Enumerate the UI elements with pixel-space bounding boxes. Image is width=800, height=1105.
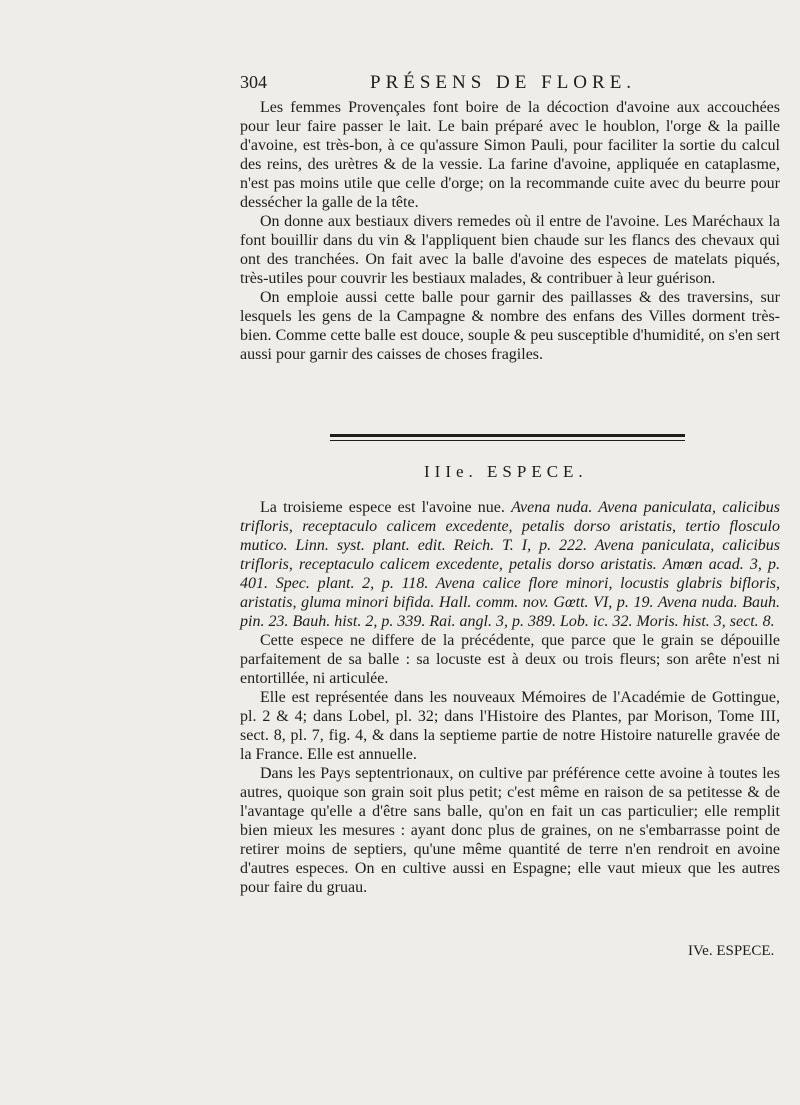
paragraph: On donne aux bestiaux divers remedes où il entre de l'avoine. Les Maréchaux la font bouillir dans du vin & l'appliquent bien chaude sur les flancs des chevaux qui ont des tranchées. On fait avec la balle d'avoine des especes de matelats piqués, très-utiles pour couvrir les bestiaux malades, & contribuer à leur guérison. [240, 213, 780, 287]
text-block-top [240, 98, 780, 364]
section-heading: IIIe. ESPECE. [424, 462, 588, 481]
paragraph: Les femmes Provençales font boire de la décoction d'avoine aux accouchées pour leur faire passer le lait. Le bain préparé avec le houblon, l'orge & la paille d'avoine, est très-bon, à ce qu'assure Simon Pauli, pour faciliter la sortie du calcul des reins, des urètres & de la vessie. La farine d'avoine, appliquée en cataplasme, n'est pas moins utile que celle d'orge; on la recommande cuite avec du beurre pour dessécher la galle de la tête. [240, 99, 780, 211]
species-synonymy: Avena nuda. Avena paniculata, calicibus trifloris, receptaculo calicem excedente, petalis dorso aristatis, tertio flosculo mutico. Linn. syst. plant. edit. Reich. T. I, p. 222. Avena paniculata, calicibus trifloris, receptaculo calicem excedente, petalis dorso aristatis. Amœn acad. 3, p. 401. Spec. plant. 2, p. 118. Avena calice flore minori, locustis glabris bifloris, aristatis, gluma minori bifida. Hall. comm. nov. Gœtt. VI, p. 19. Avena nuda. Bauh. pin. 23. Bauh. hist. 2, p. 339. Rai. angl. 3, p. 389. Lob. ic. 32. Moris. hist. 3, sect. 8. [240, 499, 780, 630]
catchword: IVe. ESPECE. [688, 943, 775, 959]
paragraph: Cette espece ne differe de la précédente, que parce que le grain se dépouille parfaitement de sa balle : sa locuste est à deux ou trois fleurs; son arête n'est ni entortillée, ni articulée. [240, 632, 780, 687]
text-block-bottom [240, 498, 780, 897]
section-rule [330, 434, 685, 437]
species-intro: La troisieme espece est l'avoine nue. [260, 499, 505, 516]
section-rule-thin [330, 440, 685, 441]
running-title: PRÉSENS DE FLORE. [370, 72, 637, 93]
page-number: 304 [240, 72, 267, 92]
paragraph: On emploie aussi cette balle pour garnir des paillasses & des traversins, sur lesquels les gens de la Campagne & nombre des enfans des Villes dorment très-bien. Comme cette balle est douce, souple & peu susceptible d'humidité, on s'en sert aussi pour garnir des caisses de choses fragiles. [240, 289, 780, 363]
paragraph: Dans les Pays septentrionaux, on cultive par préférence cette avoine à toutes les autres, quoique son grain soit plus petit; c'est même en raison de sa petitesse & de l'avantage qu'elle a d'être sans balle, qu'on en fait un cas particulier; elle remplit bien mieux les mesures : ayant donc plus de graines, on ne s'embarrasse point de retirer moins de septiers, qu'une même quantité de terre n'en rendroit en avoine d'autres especes. On en cultive aussi en Espagne; elle vaut mieux que les autres pour faire du gruau. [240, 765, 780, 896]
page-header [240, 72, 780, 96]
species-paragraph [240, 498, 780, 631]
paragraph: Elle est représentée dans les nouveaux Mémoires de l'Académie de Gottingue, pl. 2 & 4; dans Lobel, pl. 32; dans l'Histoire des Plantes, par Morison, Tome III, sect. 8, pl. 7, fig. 4, & dans la septieme partie de notre Histoire naturelle gravée de la France. Elle est annuelle. [240, 689, 780, 763]
